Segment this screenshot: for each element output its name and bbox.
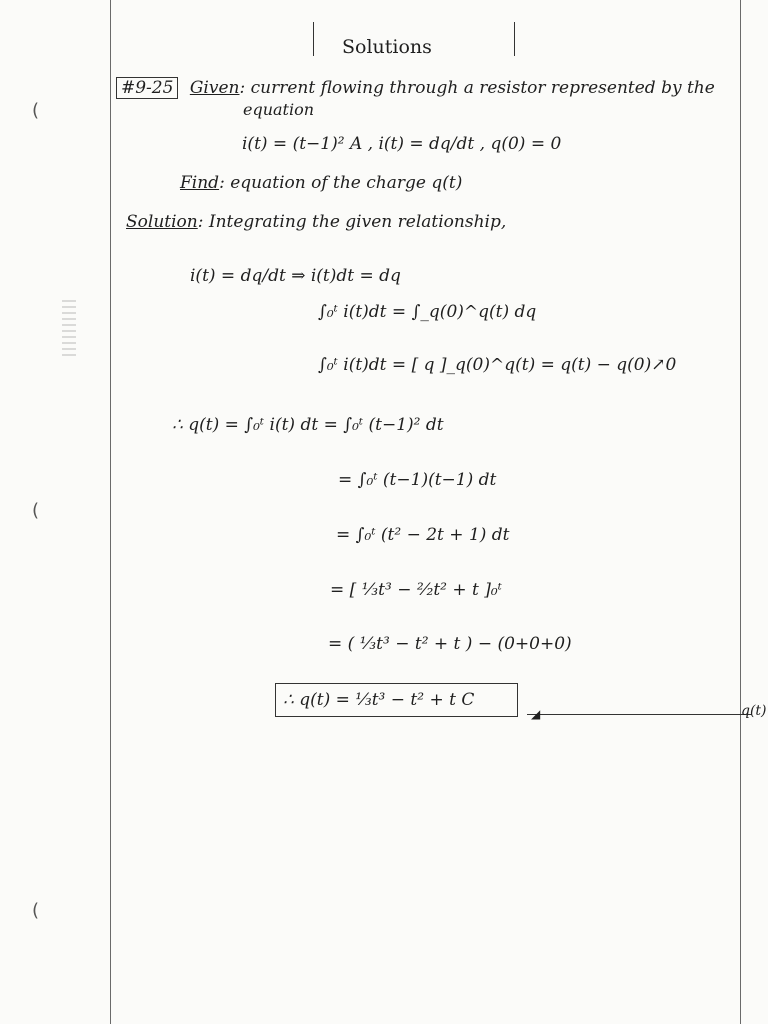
given-text: : current flowing through a resistor represented by the <box>239 78 715 98</box>
punch-hole-mark: ( <box>32 500 40 521</box>
find-label: Find <box>180 173 220 193</box>
problem-header <box>116 78 715 98</box>
left-margin-rule <box>110 0 111 1024</box>
answer-pointer-arrowhead: ◢ <box>531 707 541 721</box>
derivation-step: = ∫₀ᵗ (t−1)(t−1) dt <box>338 470 497 490</box>
derivation-step: i(t) = dq/dt ⇒ i(t)dt = dq <box>190 266 401 286</box>
derivation-step: ∫₀ᵗ i(t)dt = ∫_q(0)^q(t) dq <box>318 302 537 322</box>
derivation-step: = ( ⅓t³ − t² + t ) − (0+0+0) <box>328 634 572 654</box>
derivation-step: ∫₀ᵗ i(t)dt = [ q ]_q(0)^q(t) = q(t) − q(0)↗0 <box>318 355 677 375</box>
find-text: : equation of the charge q(t) <box>219 173 463 193</box>
right-margin-rule <box>740 0 741 1024</box>
margin-note: q(t) <box>741 703 767 719</box>
given-text-continued: equation <box>243 100 315 119</box>
problem-number: #9-25 <box>116 77 178 99</box>
find-line <box>180 173 462 193</box>
given-equation: i(t) = (t−1)² A , i(t) = dq/dt , q(0) = 0 <box>242 134 562 154</box>
derivation-step: = [ ⅓t³ − ²⁄₂t² + t ]₀ᵗ <box>330 580 502 600</box>
derivation-step: ∴ q(t) = ∫₀ᵗ i(t) dt = ∫₀ᵗ (t−1)² dt <box>172 415 444 435</box>
solution-line <box>126 212 506 232</box>
given-label: Given <box>189 78 240 98</box>
scan-artifact <box>62 300 76 360</box>
derivation-step: = ∫₀ᵗ (t² − 2t + 1) dt <box>336 525 510 545</box>
punch-hole-mark: ( <box>32 900 40 921</box>
solution-label: Solution <box>126 212 198 232</box>
answer-pointer-line <box>527 714 752 715</box>
page-title: Solutions <box>342 36 432 58</box>
title-bracket-right <box>514 22 515 56</box>
solution-text: : Integrating the given relationship, <box>197 212 507 232</box>
final-answer: ∴ q(t) = ⅓t³ − t² + t C <box>283 690 475 710</box>
title-bracket-left <box>313 22 314 56</box>
punch-hole-mark: ( <box>32 100 40 121</box>
